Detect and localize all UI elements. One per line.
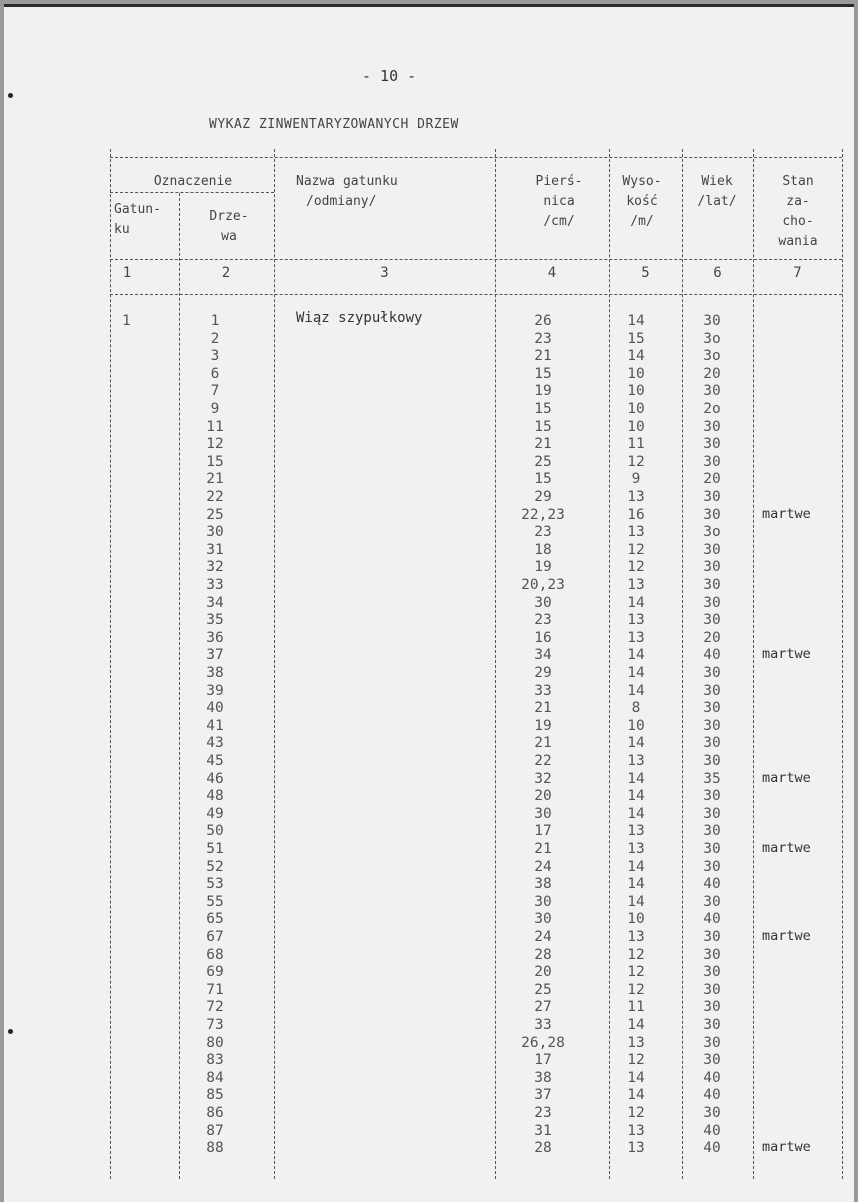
drzewa-cell: 65 bbox=[206, 911, 224, 928]
drzewa-cell: 15 bbox=[206, 453, 224, 470]
wysokosc-cell: 12 bbox=[627, 1052, 645, 1069]
wiek-cell: 30 bbox=[703, 788, 721, 805]
header-nazwa-line2: /odmiany/ bbox=[306, 194, 377, 209]
piersnica-cell: 20 bbox=[534, 964, 552, 981]
wysokosc-cell: 13 bbox=[627, 753, 645, 769]
wysokosc-cell: 10 bbox=[627, 717, 645, 734]
wiek-cell: 30 bbox=[703, 858, 721, 875]
piersnica-cell: 15 bbox=[534, 365, 552, 382]
drzewa-cell: 25 bbox=[206, 506, 224, 523]
piersnica-cell: 19 bbox=[534, 383, 552, 400]
drzewa-cell: 30 bbox=[206, 524, 224, 541]
wysokosc-cell: 13 bbox=[627, 577, 645, 593]
drzewa-cell: 73 bbox=[206, 1017, 224, 1033]
drzewa-cell: 11 bbox=[206, 418, 224, 435]
gatunku-value: 1 bbox=[122, 313, 131, 329]
wysokosc-cell: 14 bbox=[627, 594, 645, 611]
piersnica-cell: 17 bbox=[534, 1052, 552, 1069]
wiek-cell: 30 bbox=[703, 717, 721, 734]
wiek-cell: 40 bbox=[703, 647, 721, 664]
wiek-cell: 30 bbox=[703, 383, 721, 400]
drzewa-cell: 51 bbox=[206, 841, 224, 857]
piersnica-cell: 21 bbox=[534, 841, 552, 857]
wiek-cell: 30 bbox=[703, 1105, 721, 1121]
wiek-cell: 30 bbox=[703, 946, 721, 963]
wysokosc-cell: 8 bbox=[631, 700, 641, 717]
piersnica-cell: 22 bbox=[534, 753, 552, 769]
wiek-cell: 30 bbox=[703, 1017, 721, 1033]
wiek-cell: 40 bbox=[703, 1122, 721, 1139]
piersnica-cell: 16 bbox=[534, 629, 552, 646]
wysokosc-cell: 13 bbox=[627, 524, 645, 541]
wysokosc-cell: 14 bbox=[627, 876, 645, 893]
piersnica-cell: 24 bbox=[534, 929, 552, 945]
wysokosc-cell: 13 bbox=[627, 929, 645, 945]
wysokosc-cell: 12 bbox=[627, 1105, 645, 1121]
header-piersnica bbox=[524, 172, 594, 232]
wysokosc-cell: 10 bbox=[627, 911, 645, 928]
piersnica-cell: 19 bbox=[534, 717, 552, 734]
piersnica-cell: 15 bbox=[534, 401, 552, 417]
piersnica-cell: 21 bbox=[534, 348, 552, 365]
piersnica-cell: 20 bbox=[534, 788, 552, 805]
drzewa-cell: 48 bbox=[206, 788, 224, 805]
wiek-cell: 30 bbox=[703, 1052, 721, 1069]
drzewa-cell: 85 bbox=[206, 1087, 224, 1104]
wiek-cell: 30 bbox=[703, 682, 721, 699]
piersnica-cell: 37 bbox=[534, 1087, 552, 1104]
drzewa-cell: 84 bbox=[206, 1069, 224, 1086]
drzewa-cell: 2 bbox=[210, 330, 220, 347]
drzewa-cell: 1 bbox=[210, 313, 220, 329]
header-wysokosc bbox=[614, 172, 670, 232]
wysokosc-cell: 14 bbox=[627, 805, 645, 822]
drzewa-cell: 41 bbox=[206, 717, 224, 734]
wiek-cell: 30 bbox=[703, 999, 721, 1016]
drzewa-cell: 49 bbox=[206, 805, 224, 822]
stan-value: martwe bbox=[762, 769, 811, 786]
piersnica-cell: 25 bbox=[534, 981, 552, 998]
piersnica-cell: 29 bbox=[534, 665, 552, 681]
wysokosc-cell: 11 bbox=[627, 436, 645, 453]
wysokosc-cell: 13 bbox=[627, 612, 645, 629]
wiek-cell: 30 bbox=[703, 665, 721, 681]
drzewa-cell: 33 bbox=[206, 577, 224, 593]
drzewa-cell: 32 bbox=[206, 559, 224, 576]
drzewa-cell: 52 bbox=[206, 858, 224, 875]
wiek-cell: 30 bbox=[703, 541, 721, 558]
species-name: Wiąz szypułkowy bbox=[296, 310, 423, 326]
drzewa-cell: 35 bbox=[206, 612, 224, 629]
wysokosc-cell: 13 bbox=[627, 823, 645, 840]
wiek-cell: 30 bbox=[703, 700, 721, 717]
column-number: 7 bbox=[793, 265, 802, 281]
wiek-cell: 40 bbox=[703, 1087, 721, 1104]
drzewa-cell: 22 bbox=[206, 489, 224, 505]
wiek-cell: 30 bbox=[703, 964, 721, 981]
wiek-cell: 30 bbox=[703, 489, 721, 505]
column-divider bbox=[682, 149, 683, 1179]
stan-value: martwe bbox=[762, 646, 811, 663]
drzewa-cell: 7 bbox=[210, 383, 220, 400]
wiek-cell: 2o bbox=[703, 401, 721, 417]
piersnica-cell: 38 bbox=[534, 1069, 552, 1086]
drzewa-cell: 86 bbox=[206, 1105, 224, 1121]
drzewa-cell: 80 bbox=[206, 1034, 224, 1051]
wiek-cell: 30 bbox=[703, 506, 721, 523]
piersnica-cell: 27 bbox=[534, 999, 552, 1016]
header-wiek bbox=[686, 172, 748, 212]
wysokosc-cell: 10 bbox=[627, 418, 645, 435]
wiek-cell: 30 bbox=[703, 612, 721, 629]
stan-value: martwe bbox=[762, 1139, 811, 1156]
wiek-cell: 30 bbox=[703, 453, 721, 470]
binder-hole-mark bbox=[8, 93, 13, 98]
piersnica-cell: 33 bbox=[534, 682, 552, 699]
piersnica-cell: 21 bbox=[534, 436, 552, 453]
piersnica-cell: 26 bbox=[534, 313, 552, 329]
wysokosc-cell: 10 bbox=[627, 383, 645, 400]
wysokosc-cell: 14 bbox=[627, 647, 645, 664]
drzewa-cell: 3 bbox=[210, 348, 220, 365]
header-wiek-unit: /lat/ bbox=[697, 194, 737, 209]
piersnica-cell: 30 bbox=[534, 805, 552, 822]
piersnica-cell: 28 bbox=[534, 946, 552, 963]
wysokosc-cell: 13 bbox=[627, 1034, 645, 1051]
header-piersnica-unit: /cm/ bbox=[543, 214, 575, 229]
wiek-cell: 30 bbox=[703, 753, 721, 769]
wysokosc-cell: 12 bbox=[627, 559, 645, 576]
column-divider bbox=[842, 149, 843, 1179]
column-number: 3 bbox=[380, 265, 389, 281]
drzewa-cell: 50 bbox=[206, 823, 224, 840]
drzewa-cell: 83 bbox=[206, 1052, 224, 1069]
wiek-cell: 3o bbox=[703, 330, 721, 347]
wiek-cell: 30 bbox=[703, 313, 721, 329]
header-oznaczenie: Oznaczenie bbox=[153, 174, 233, 189]
piersnica-cell: 33 bbox=[534, 1017, 552, 1033]
drzewa-cell: 68 bbox=[206, 946, 224, 963]
document-title: WYKAZ ZINWENTARYZOWANYCH DRZEW bbox=[209, 117, 459, 132]
piersnica-cell: 21 bbox=[534, 735, 552, 752]
drzewa-cell: 38 bbox=[206, 665, 224, 681]
header-piersnica-label: Pierś-nica bbox=[535, 174, 583, 209]
drzewa-cell: 21 bbox=[206, 471, 224, 488]
wiek-cell: 20 bbox=[703, 365, 721, 382]
drzewa-cell: 36 bbox=[206, 629, 224, 646]
piersnica-cell: 23 bbox=[534, 612, 552, 629]
wiek-cell: 30 bbox=[703, 823, 721, 840]
wysokosc-cell: 11 bbox=[627, 999, 645, 1016]
column-divider bbox=[179, 193, 180, 1179]
table-top-rule bbox=[110, 157, 842, 158]
wiek-cell: 20 bbox=[703, 471, 721, 488]
column-number: 6 bbox=[713, 265, 722, 281]
wysokosc-cell: 13 bbox=[627, 1122, 645, 1139]
drzewa-cell: 55 bbox=[206, 893, 224, 910]
wysokosc-cell: 9 bbox=[631, 471, 641, 488]
drzewa-cell: 39 bbox=[206, 682, 224, 699]
piersnica-cell: 30 bbox=[534, 893, 552, 910]
column-number: 5 bbox=[641, 265, 650, 281]
column-number: 2 bbox=[221, 265, 231, 281]
wysokosc-cell: 14 bbox=[627, 665, 645, 681]
drzewa-cell: 67 bbox=[206, 929, 224, 945]
piersnica-cell: 26,28 bbox=[521, 1034, 565, 1051]
column-number: 1 bbox=[122, 265, 132, 281]
wysokosc-cell: 14 bbox=[627, 1087, 645, 1104]
wysokosc-cell: 13 bbox=[627, 629, 645, 646]
stan-value: martwe bbox=[762, 928, 811, 944]
column-divider bbox=[110, 149, 111, 1179]
column-divider bbox=[274, 149, 275, 1179]
wiek-cell: 30 bbox=[703, 594, 721, 611]
piersnica-cell: 23 bbox=[534, 1105, 552, 1121]
wiek-cell: 3o bbox=[703, 348, 721, 365]
header-wysokosc-label: Wyso-kość bbox=[622, 174, 662, 209]
drzewa-cell: 72 bbox=[206, 999, 224, 1016]
wysokosc-cell: 14 bbox=[627, 893, 645, 910]
drzewa-cell: 46 bbox=[206, 770, 224, 787]
piersnica-cell: 25 bbox=[534, 453, 552, 470]
wysokosc-cell: 14 bbox=[627, 1017, 645, 1033]
piersnica-cell: 34 bbox=[534, 647, 552, 664]
drzewa-cell: 45 bbox=[206, 753, 224, 769]
column-divider bbox=[495, 149, 496, 1179]
wiek-cell: 30 bbox=[703, 418, 721, 435]
wysokosc-cell: 10 bbox=[627, 365, 645, 382]
wysokosc-cell: 14 bbox=[627, 770, 645, 787]
piersnica-cell: 23 bbox=[534, 330, 552, 347]
wiek-cell: 30 bbox=[703, 577, 721, 593]
wiek-cell: 30 bbox=[703, 436, 721, 453]
wysokosc-cell: 14 bbox=[627, 788, 645, 805]
drzewa-cell: 53 bbox=[206, 876, 224, 893]
piersnica-cell: 18 bbox=[534, 541, 552, 558]
drzewa-cell: 71 bbox=[206, 981, 224, 998]
piersnica-cell: 31 bbox=[534, 1122, 552, 1139]
piersnica-cell: 22,23 bbox=[521, 506, 565, 523]
wysokosc-cell: 14 bbox=[627, 735, 645, 752]
wiek-cell: 40 bbox=[703, 1069, 721, 1086]
piersnica-cell: 19 bbox=[534, 559, 552, 576]
wysokosc-cell: 15 bbox=[627, 330, 645, 347]
wiek-cell: 30 bbox=[703, 929, 721, 945]
wiek-cell: 30 bbox=[703, 893, 721, 910]
wiek-cell: 40 bbox=[703, 1140, 721, 1157]
binder-hole-mark bbox=[8, 1029, 13, 1034]
piersnica-cell: 28 bbox=[534, 1140, 552, 1157]
wysokosc-cell: 14 bbox=[627, 858, 645, 875]
drzewa-cell: 37 bbox=[206, 647, 224, 664]
wiek-cell: 30 bbox=[703, 735, 721, 752]
wysokosc-cell: 13 bbox=[627, 489, 645, 505]
piersnica-cell: 29 bbox=[534, 489, 552, 505]
header-drzewa: Drze-wa bbox=[209, 209, 249, 244]
wiek-cell: 30 bbox=[703, 559, 721, 576]
header-stan: Stan za-cho-wania bbox=[778, 174, 818, 249]
wiek-cell: 30 bbox=[703, 805, 721, 822]
wiek-cell: 40 bbox=[703, 911, 721, 928]
wiek-cell: 20 bbox=[703, 629, 721, 646]
wiek-cell: 30 bbox=[703, 1034, 721, 1051]
wysokosc-cell: 12 bbox=[627, 981, 645, 998]
header-gatunku: Gatun-ku bbox=[114, 202, 161, 237]
drzewa-cell: 69 bbox=[206, 964, 224, 981]
piersnica-cell: 15 bbox=[534, 471, 552, 488]
wysokosc-cell: 13 bbox=[627, 841, 645, 857]
piersnica-cell: 24 bbox=[534, 858, 552, 875]
document-page bbox=[4, 4, 854, 1202]
drzewa-cell: 12 bbox=[206, 436, 224, 453]
wysokosc-cell: 16 bbox=[627, 506, 645, 523]
header-wiek-label: Wiek bbox=[701, 174, 733, 189]
piersnica-cell: 30 bbox=[534, 594, 552, 611]
drzewa-cell: 88 bbox=[206, 1140, 224, 1157]
column-divider bbox=[753, 149, 754, 1179]
drzewa-cell: 34 bbox=[206, 594, 224, 611]
stan-value: martwe bbox=[762, 505, 811, 522]
drzewa-cell: 43 bbox=[206, 735, 224, 752]
wysokosc-cell: 10 bbox=[627, 401, 645, 417]
oznaczenie-rule bbox=[110, 192, 274, 193]
stan-value: martwe bbox=[762, 840, 811, 856]
wiek-cell: 35 bbox=[703, 770, 721, 787]
drzewa-cell: 6 bbox=[210, 365, 220, 382]
header-nazwa-line1: Nazwa gatunku bbox=[296, 174, 398, 189]
column-number: 4 bbox=[547, 265, 557, 281]
page-number: - 10 - bbox=[362, 67, 417, 85]
header-nazwa bbox=[296, 172, 486, 212]
piersnica-cell: 23 bbox=[534, 524, 552, 541]
drzewa-cell: 87 bbox=[206, 1122, 224, 1139]
piersnica-cell: 17 bbox=[534, 823, 552, 840]
wiek-cell: 3o bbox=[703, 524, 721, 541]
wiek-cell: 40 bbox=[703, 876, 721, 893]
drzewa-cell: 31 bbox=[206, 541, 224, 558]
column-divider bbox=[609, 149, 610, 1179]
drzewa-cell: 9 bbox=[210, 401, 220, 417]
header-bottom-rule bbox=[110, 259, 842, 260]
piersnica-cell: 30 bbox=[534, 911, 552, 928]
numbers-bottom-rule bbox=[110, 294, 842, 295]
piersnica-cell: 20,23 bbox=[521, 577, 565, 593]
wysokosc-cell: 14 bbox=[627, 313, 645, 329]
piersnica-cell: 38 bbox=[534, 876, 552, 893]
wysokosc-cell: 12 bbox=[627, 946, 645, 963]
wysokosc-cell: 14 bbox=[627, 1069, 645, 1086]
piersnica-cell: 32 bbox=[534, 770, 552, 787]
wysokosc-cell: 12 bbox=[627, 453, 645, 470]
wysokosc-cell: 12 bbox=[627, 964, 645, 981]
wysokosc-cell: 14 bbox=[627, 682, 645, 699]
piersnica-cell: 15 bbox=[534, 418, 552, 435]
wysokosc-cell: 13 bbox=[627, 1140, 645, 1157]
drzewa-cell: 40 bbox=[206, 700, 224, 717]
wysokosc-cell: 12 bbox=[627, 541, 645, 558]
wysokosc-cell: 14 bbox=[627, 348, 645, 365]
wiek-cell: 30 bbox=[703, 841, 721, 857]
piersnica-cell: 21 bbox=[534, 700, 552, 717]
header-wysokosc-unit: /m/ bbox=[630, 214, 654, 229]
wiek-cell: 30 bbox=[703, 981, 721, 998]
